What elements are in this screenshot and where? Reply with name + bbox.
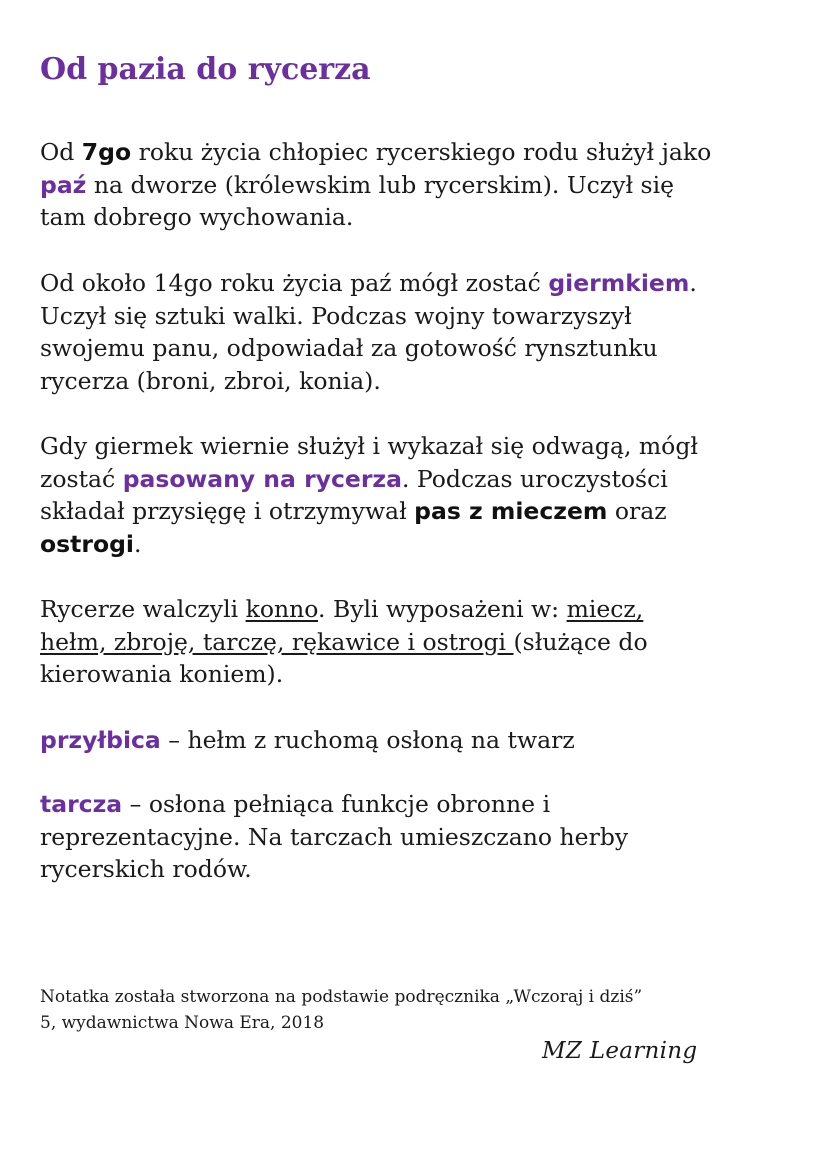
text-run: oraz	[607, 497, 667, 525]
page-title: Od pazia do rycerza	[40, 52, 371, 87]
paragraph-line	[40, 724, 810, 757]
keyword-paz: paź	[40, 170, 87, 199]
paragraph-line	[40, 201, 810, 234]
paragraph-line	[40, 528, 810, 561]
text-run: składał przysięgę i otrzymywał	[40, 497, 415, 525]
paragraph-knighting	[40, 430, 810, 560]
paragraph-equipment	[40, 593, 810, 691]
text-run: rycerza (broni, zbroi, konia).	[40, 366, 381, 395]
text-run: reprezentacyjne. Na tarczach umieszczano herby	[40, 822, 629, 851]
text-run: kierowania koniem).	[40, 660, 284, 688]
text-run: – hełm z ruchomą osłoną na twarz	[160, 726, 575, 754]
text-run: swojemu panu, odpowiadał za gotowość rynsztunku	[40, 334, 658, 362]
paragraph-line	[40, 430, 810, 463]
paragraph-line	[40, 267, 810, 300]
text-run: . Podczas uroczystości	[401, 464, 668, 493]
text-run: .	[133, 529, 142, 558]
paragraph-line	[40, 853, 810, 886]
definition-przylbica	[40, 724, 810, 757]
paragraph-line	[40, 821, 810, 854]
text-run: na dworze (królewskim lub rycerskim). Uczył się	[86, 170, 675, 199]
text-run: rycerskich rodów.	[40, 855, 252, 883]
keyword-giermek: giermkiem	[548, 269, 690, 297]
keyword-pas-z-mieczem: pas z mieczem	[414, 497, 608, 525]
underlined-equipment: miecz,	[566, 595, 644, 623]
paragraph-line	[40, 593, 810, 626]
paragraph-line	[40, 658, 810, 691]
keyword-pasowany: pasowany na rycerza	[122, 464, 402, 493]
author-signature: MZ Learning	[542, 1038, 698, 1064]
paragraph-line	[40, 300, 810, 333]
text-run: tam dobrego wychowania.	[40, 203, 354, 231]
text-run: roku życia chłopiec rycerskiego rodu służył jako	[131, 138, 712, 166]
footnote-line: 5, wydawnictwa Nowa Era, 2018	[40, 1013, 325, 1033]
paragraph-line	[40, 463, 810, 496]
paragraph-line	[40, 169, 810, 202]
text-run: Uczył się sztuki walki. Podczas wojny towarzyszył	[40, 301, 632, 330]
paragraph-line	[40, 332, 810, 365]
paragraph-line	[40, 365, 810, 398]
text-run: .	[689, 269, 697, 297]
text-run: Od około 14go roku życia paź mógł zostać	[40, 269, 549, 297]
term-tarcza: tarcza	[40, 790, 123, 818]
text-run: zostać	[40, 464, 123, 493]
text-run: . Byli wyposażeni w:	[318, 595, 567, 623]
text-run: Gdy giermek wiernie służył i wykazał się odwagą, mógł	[40, 432, 698, 460]
paragraph-page	[40, 136, 810, 234]
footnote-line: Notatka została stworzona na podstawie podręcznika „Wczoraj i dziś”	[40, 987, 643, 1007]
paragraph-squire	[40, 267, 810, 397]
term-przylbica: przyłbica	[40, 726, 161, 754]
underlined-konno: konno	[245, 595, 318, 623]
definition-tarcza	[40, 788, 810, 886]
text-run: – osłona pełniąca funkcje obronne i	[122, 790, 551, 818]
keyword-ostrogi: ostrogi	[40, 529, 134, 558]
source-footnote	[40, 984, 642, 1036]
paragraph-line	[40, 136, 810, 169]
text-run: Od	[40, 138, 82, 166]
keyword-age-7: 7go	[81, 138, 132, 166]
text-run: (służące do	[513, 627, 648, 656]
paragraph-line	[40, 495, 810, 528]
underlined-equipment: hełm, zbroję, tarczę, rękawice i ostrogi	[40, 627, 514, 656]
text-run: Rycerze walczyli	[40, 595, 246, 623]
paragraph-line	[40, 626, 810, 659]
paragraph-line	[40, 788, 810, 821]
